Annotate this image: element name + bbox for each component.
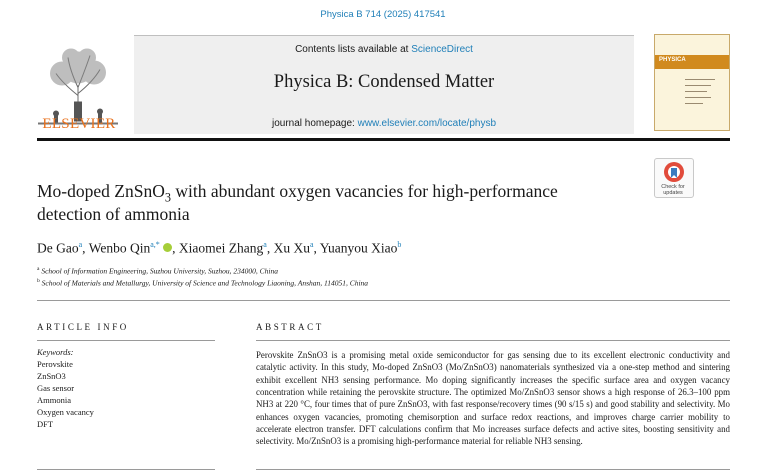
article-info-bottom-rule: [37, 469, 215, 470]
keywords-label: Keywords:: [37, 347, 74, 357]
author-name[interactable]: Yuanyou Xiao: [319, 240, 398, 256]
cover-line: [685, 79, 715, 80]
author-name[interactable]: Xiaomei Zhang: [178, 240, 264, 256]
abstract-text: Perovskite ZnSnO3 is a promising metal oxide semiconductor for gas sensing due to its excellent electronic conductivity and catalytic activity. In this study, Mo-doped ZnSnO3 (Mo/ZnSnO3) nanomaterials synthesized via a one-step method and sintering exhibit excellent NH3 sensing performance. Mo doping significantly increases the specific surface area and oxygen vacancy concentration while retaining the perovskite structure. The optimized Mo/ZnSnO3 sensor shows a high response of 26.3–100 ppm NH3 at 220 °C, four times that of pure ZnSnO3, with fast response/recovery times (90 s/15 s) and good stability and selectivity. Mo enhances oxygen vacancies, promoting chemisorption and surface redox reactions, and improves charge carrier mobility to accelerate electron transfer. DFT calculations confirm that Mo increases surface defects and active sites, boosting sensitivity and selectivity. Mo/ZnSnO3 is a promising high-performance material for reliable NH3 sensing.: [256, 350, 730, 447]
abstract-heading: ABSTRACT: [256, 322, 324, 332]
homepage-prefix: journal homepage:: [271, 118, 358, 129]
keyword-item: Oxygen vacancy: [37, 407, 94, 417]
keyword-item: Gas sensor: [37, 383, 75, 393]
journal-homepage-link[interactable]: www.elsevier.com/locate/physb: [357, 118, 497, 129]
keyword-item: Perovskite: [37, 359, 73, 369]
author-affil-marker[interactable]: b: [397, 240, 402, 249]
article-info-rule: [37, 340, 215, 341]
affiliation-b: [37, 278, 368, 288]
affiliation-text: School of Information Engineering, Suzhou University, Suzhou, 234000, China: [41, 266, 278, 276]
author-affil-marker[interactable]: a,*: [150, 240, 160, 249]
cover-line: [685, 103, 703, 104]
title-part: with abundant oxygen vacancies for high-performance: [170, 181, 558, 201]
title-part: Mo-doped ZnSnO: [37, 181, 165, 201]
journal-title: Physica B: Condensed Matter: [273, 72, 495, 92]
journal-reference-link[interactable]: Physica B 714 (2025) 417541: [320, 9, 446, 20]
abstract-rule: [256, 340, 730, 341]
abstract-bottom-rule: [256, 469, 730, 470]
contents-prefix: Contents lists available at: [295, 44, 412, 55]
header-thick-rule: [37, 138, 730, 141]
affiliation-marker: a: [37, 266, 40, 272]
article-info-heading: ARTICLE INFO: [37, 322, 129, 332]
author-name[interactable]: Wenbo Qin: [88, 240, 151, 256]
keyword-item: ZnSnO3: [37, 371, 66, 381]
title-subscript: 3: [164, 190, 171, 205]
publisher-name: ELSEVIER: [42, 116, 116, 132]
author-name[interactable]: Xu Xu: [273, 240, 310, 256]
affiliation-a: [37, 266, 278, 276]
article-title: [37, 180, 637, 226]
contents-line: [134, 44, 634, 55]
crossmark-icon: [655, 159, 693, 185]
author-name[interactable]: De Gao: [37, 240, 79, 256]
homepage-line: [134, 118, 634, 129]
section-divider: [37, 300, 730, 301]
affiliation-marker: b: [37, 278, 40, 284]
author-affil-marker[interactable]: a: [78, 240, 83, 249]
cover-line: [685, 85, 711, 86]
keyword-item: DFT: [37, 419, 54, 429]
cover-line: [685, 97, 711, 98]
sciencedirect-link[interactable]: ScienceDirect: [411, 44, 473, 55]
crossmark-label: Check for updates: [661, 184, 685, 196]
affiliation-text: School of Materials and Metallurgy, University of Science and Technology Liaoning, Anshan, 114051, China: [41, 278, 369, 288]
author-list: De Gao$^a$, Wenbo Qin$^{a,*}$ , Xiaomei Zhang$^a$, Xu Xu$^a$, Yuanyou Xiao$^b$: [37, 240, 402, 256]
author-affil-marker[interactable]: a: [309, 240, 314, 249]
keyword-item: Ammonia: [37, 395, 71, 405]
title-part: detection of ammonia: [37, 204, 190, 224]
journal-cover-thumbnail[interactable]: [654, 34, 730, 131]
orcid-icon[interactable]: [163, 243, 172, 252]
cover-title: PHYSICA: [659, 57, 686, 63]
cover-line: [685, 91, 707, 92]
author-affil-marker[interactable]: a: [263, 240, 267, 249]
